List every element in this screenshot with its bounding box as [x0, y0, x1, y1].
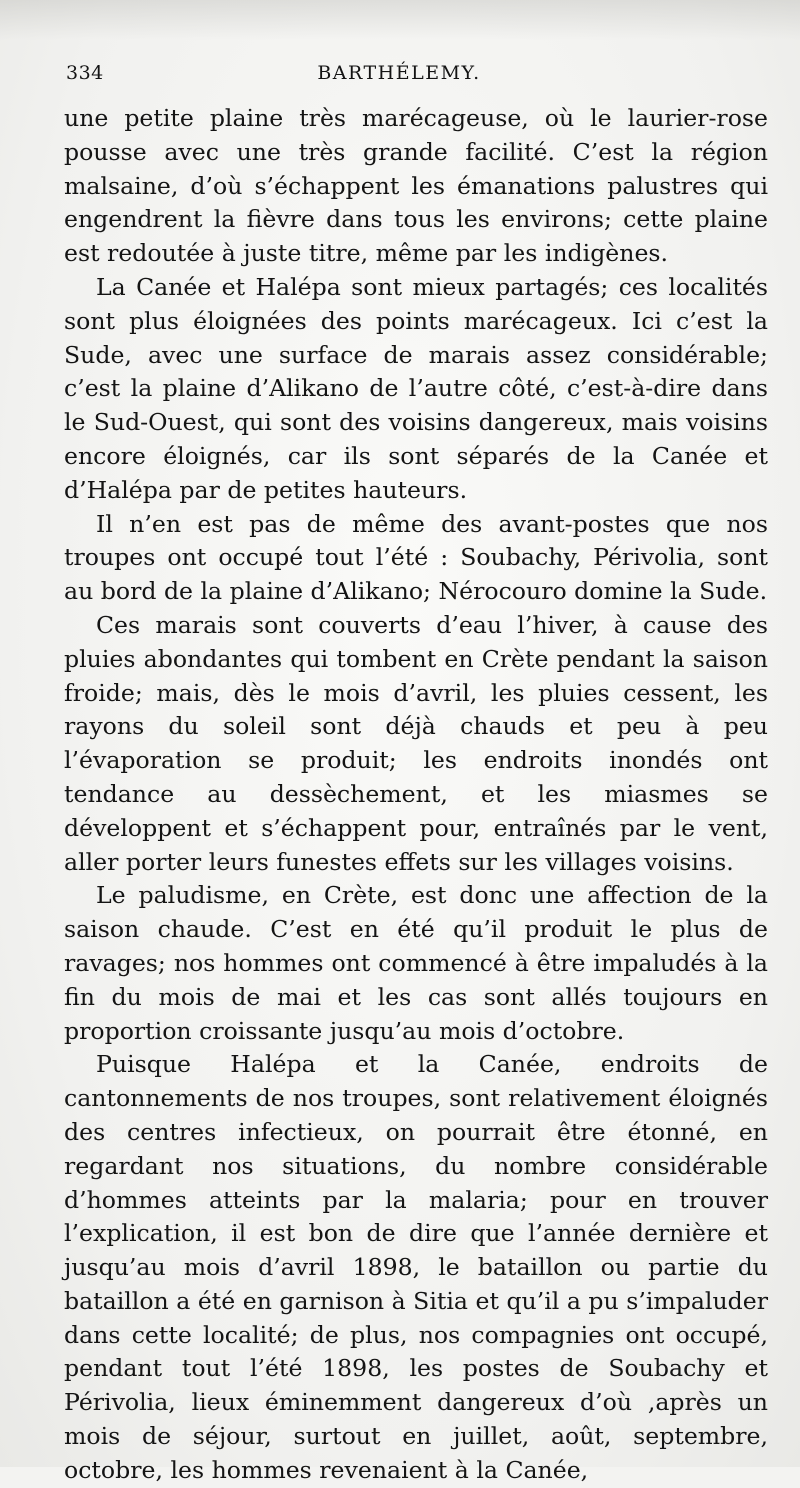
page-header	[66, 62, 732, 92]
paragraph: Ces marais sont couverts d’eau l’hiver, à cause des pluies abondantes qui tombent en Crète pendant la saison froide; mais, dès le mois d’avril, les pluies cessent, les rayons du soleil sont déjà chauds et peu à peu l’évaporation se produit; les endroits inondés ont tendance au dessèchement, et les miasmes se développent et s’échappent pour, entraînés par le vent, aller porter leurs funestes effets sur les villages voisins.	[64, 610, 768, 876]
paragraph: La Canée et Halépa sont mieux partagés; ces localités sont plus éloignées des points marécageux. Ici c’est la Sude, avec une surface de marais assez considérable; c’est la plaine d’Alikano de l’autre côté, c’est-à-dire dans le Sud-Ouest, qui sont des voisins dangereux, mais voisins encore éloignés, car ils sont séparés de la Canée et d’Halépa par de petites hauteurs.	[64, 272, 768, 504]
body-text	[64, 102, 768, 1488]
scan-shadow	[0, 0, 800, 40]
paragraph: Le paludisme, en Crète, est donc une affection de la saison chaude. C’est en été qu’il produit le plus de ravages; nos hommes ont commencé à être impaludés à la fin du mois de mai et les cas sont allés toujours en proportion croissante jusqu’au mois d’octobre.	[64, 881, 768, 1045]
paragraph-continuation: une petite plaine très marécageuse, où le laurier-rose pousse avec une très grande facilité. C’est la région malsaine, d’où s’échappent les émanations palustres qui engendrent la fièvre dans tous les environs; cette plaine est redoutée à juste titre, même par les indigènes.	[64, 104, 768, 268]
running-head: BARTHÉLEMY.	[317, 62, 481, 84]
paragraph: Puisque Halépa et la Canée, endroits de cantonnements de nos troupes, sont relativement éloignés des centres infectieux, on pourrait être étonné, en regardant nos situations, du nombre considérable d’hommes atteints par la malaria; pour en trouver l’explication, il est bon de dire que l’année dernière et jusqu’au mois d’avril 1898, le bataillon ou partie du bataillon a été en garnison à Sitia et qu’il a pu s’impaluder dans cette localité; de plus, nos compagnies ont occupé, pendant tout l’été 1898, les postes de Soubachy et Périvolia, lieux éminemment dangereux d’où ,après un mois de séjour, surtout en juillet, août, septembre, octobre, les hommes revenaient à la Canée,	[64, 1050, 768, 1484]
page-number: 334	[66, 62, 104, 84]
paragraph: Il n’en est pas de même des avant-postes que nos troupes ont occupé tout l’été : Soubachy, Périvolia, sont au bord de la plaine d’Alikano; Nérocouro domine la Sude.	[64, 509, 768, 606]
